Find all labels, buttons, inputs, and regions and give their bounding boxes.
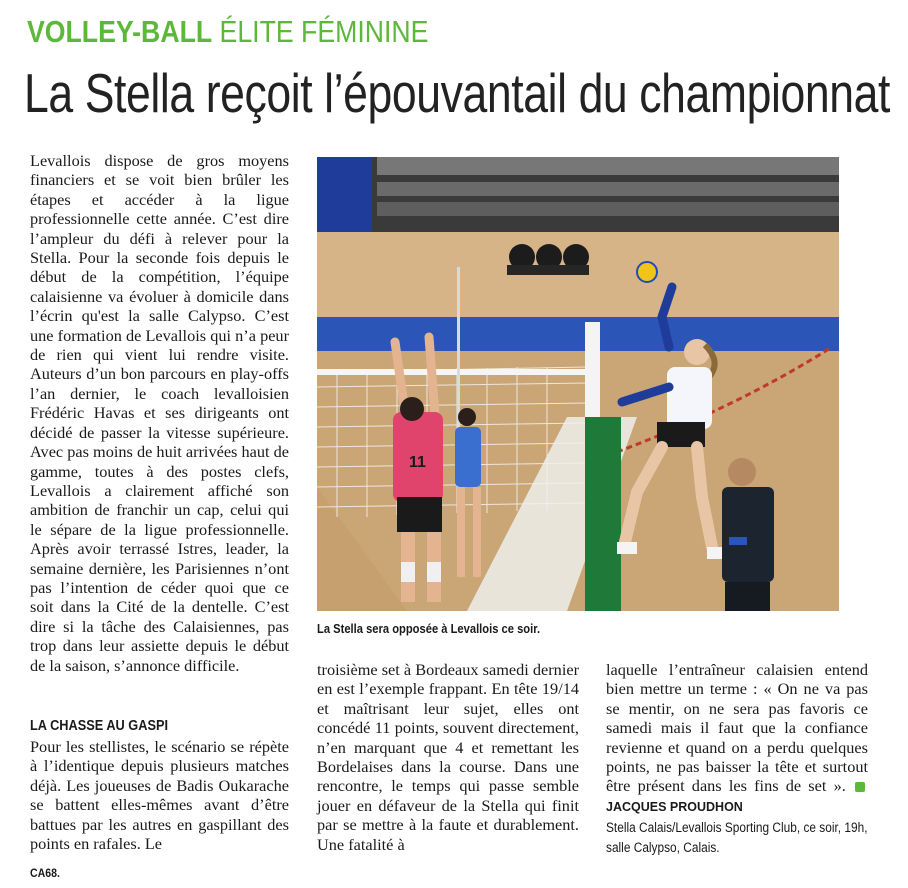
photo-caption: La Stella sera opposée à Levallois ce soir. <box>317 621 541 636</box>
article-paragraph-2c: laquelle l’entraîneur calaisien entend bien mettre un terme : « On ne va pas se mentir, on ne sera pas favoris ce samedi mais il faut que la confiance revienne et quand on a perdu quelques points, ne pas baisser la tête et surtout être présent dans les fins de set ». <box>606 660 868 796</box>
article-intro: Levallois dispose de gros moyens financiers et se voit bien brûler les étapes et accéder à la ligue professionnelle cette année. C’est dire l’ampleur du défi à relever pour la Stella. Pour la seconde fois depuis le début de la compétition, l’équipe calaisienne va évoluer à domicile dans l’écrin qu'est la salle Calypso. C’est une formation de Levallois qui n’a peur de rien qui vient lui rendre visite. Auteurs d’un bon parcours en play-offs l’an dernier, le coach levalloisien Frédéric Havas et ses dirigeants ont décidé de passer la vitesse supérieure. Avec pas moins de huit arrivées haut de gamme, toutes à des postes clefs, Levallois a clairement affiché son ambition de franchir un cap, celui qui le sépare de la ligue professionnelle. Après avoir terrassé Istres, leader, la semaine dernière, les Parisiennes n’ont pas l’intention de céder quoi que ce soit dans la Cité de la dentelle. C’est dire si la tâche des Calaisiennes, pas trop dans leur assiette depuis le début de la saison, s’annonce difficile. <box>30 151 289 675</box>
green-square-bullet-icon <box>855 782 865 792</box>
article-paragraph-2b: troisième set à Bordeaux samedi dernier en est l’exemple frappant. En tête 19/14 et maîtrisant leur sujet, elles ont concédé 11 points, souvent directement, n’en marquant que 4 et remettant les Bordelaises dans la course. Dans une rencontre, le temps qui passe semble jouer en défaveur de la Stella qui finit par se mettre à la faute et durablement. Une fatalité à <box>317 660 579 854</box>
article-photo <box>317 157 839 611</box>
page-code: CA68. <box>30 866 60 880</box>
kicker-category: ÉLITE FÉMININE <box>219 14 429 49</box>
kicker-section: VOLLEY-BALL <box>27 14 213 49</box>
volleyball-match-photo <box>317 157 839 611</box>
headline: La Stella reçoit l’épouvantail du championnat <box>24 62 890 124</box>
jersey-number: 11 <box>409 454 426 471</box>
author-byline: JACQUES PROUDHON <box>606 799 743 814</box>
article-column-2 <box>317 660 579 854</box>
article-paragraph-2a: Pour les stellistes, le scénario se répète à l’identique depuis plusieurs matches déjà. Les joueuses de Badis Oukarache se battent elles-mêmes avant d’être battues par les autres en gaspillant des points en rafales. Le <box>30 737 289 854</box>
match-info-line-2: salle Calypso, Calais. <box>606 840 720 855</box>
match-info <box>606 818 868 858</box>
article-column-3 <box>606 660 868 817</box>
match-info-line-1: Stella Calais/Levallois Sporting Club, ce soir, 19h, <box>606 820 868 835</box>
article-subheading: LA CHASSE AU GASPI <box>30 718 169 734</box>
article-column-1 <box>30 151 289 675</box>
article-column-1-continued <box>30 737 289 853</box>
section-kicker <box>27 14 428 50</box>
